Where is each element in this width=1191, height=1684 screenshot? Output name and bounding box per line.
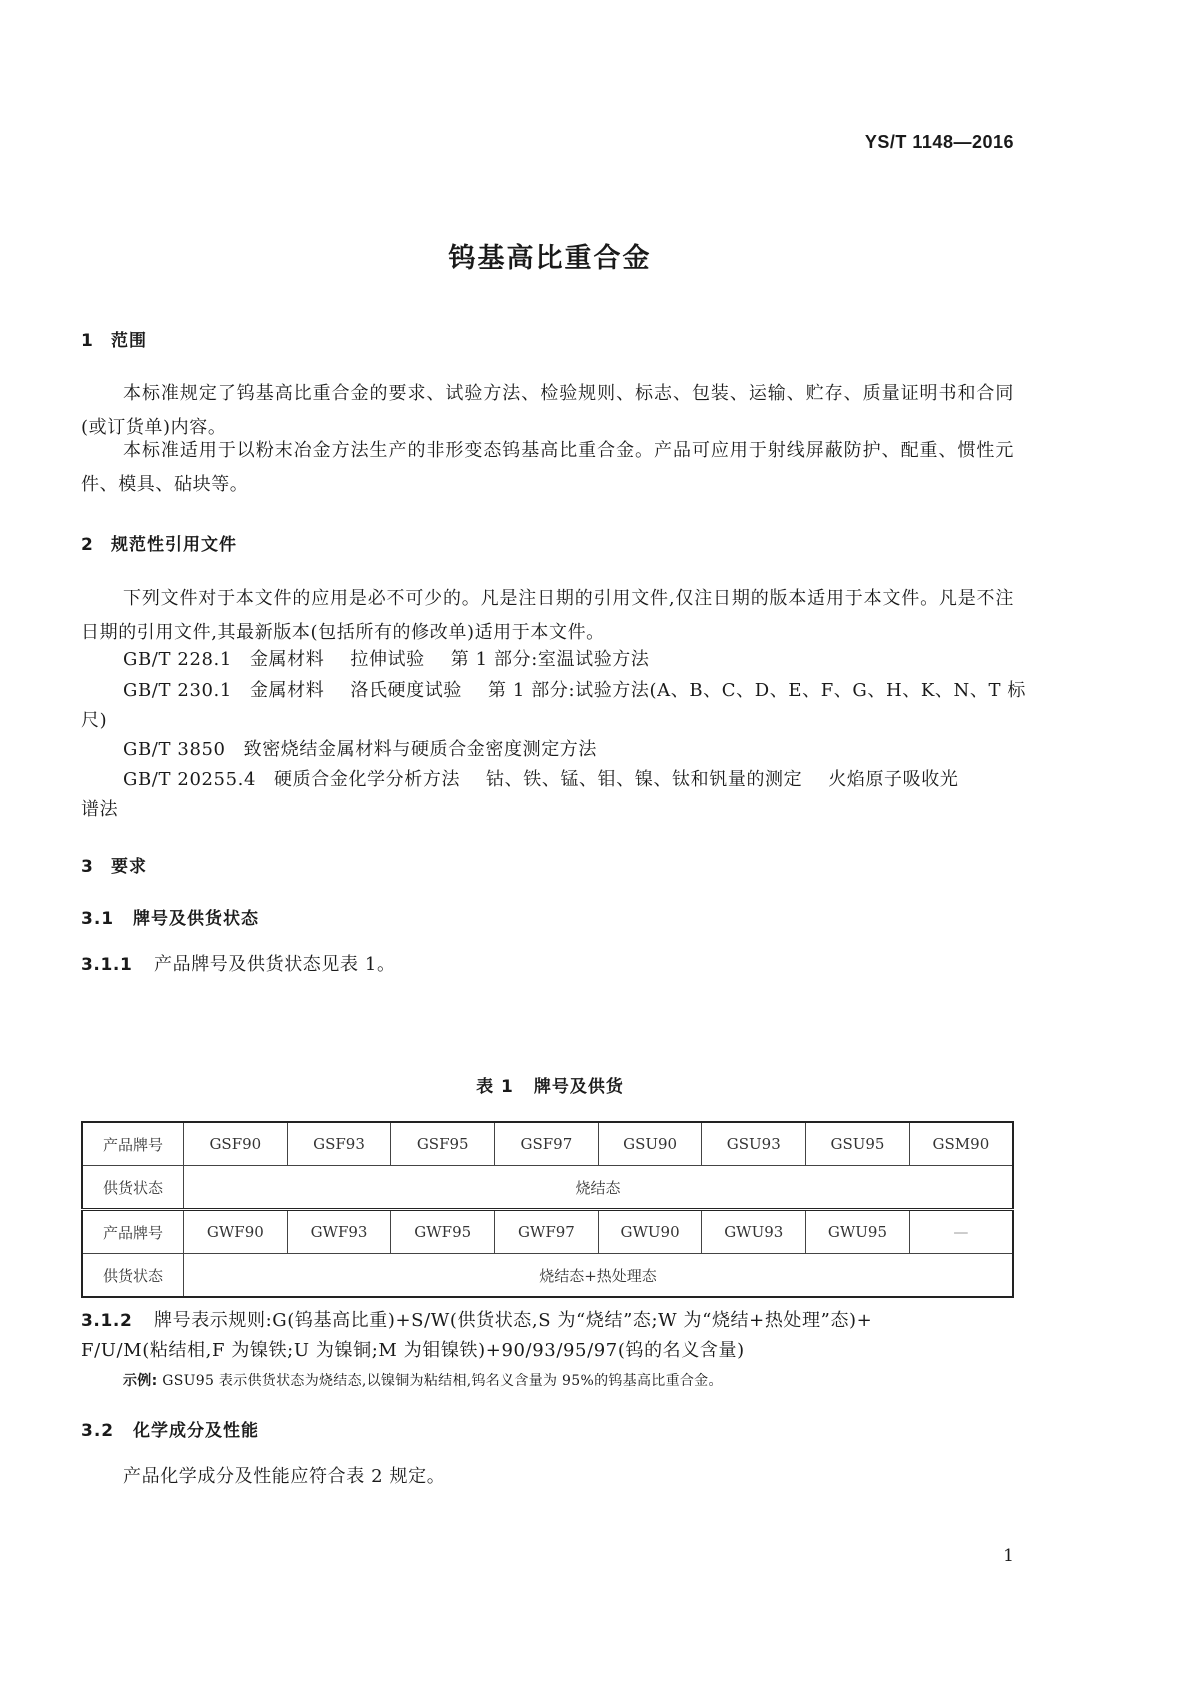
grade-cell: GSM90 [909, 1122, 1013, 1166]
section-2-paragraph-1: 下列文件对于本文件的应用是必不可少的。凡是注日期的引用文件,仅注日期的版本适用于本文件。凡是不注日期的引用文件,其最新版本(包括所有的修改单)适用于本文件。 [81, 588, 1014, 643]
grade-cell-empty: — [909, 1210, 1013, 1254]
section-title: 范围 [111, 331, 147, 351]
supply-state-cell: 烧结态 [184, 1166, 1014, 1210]
grade-table [81, 1121, 1014, 1298]
table-row [82, 1166, 1013, 1210]
reference-name: 金属材料 [249, 649, 325, 670]
section-number: 2 [81, 535, 94, 555]
supply-state-cell: 烧结态+热处理态 [184, 1254, 1014, 1298]
section-number: 3 [81, 857, 94, 877]
grade-cell: GWU95 [806, 1210, 910, 1254]
section-title: 规范性引用文件 [111, 535, 237, 555]
reference-continuation: 谱法 [81, 799, 119, 820]
reference-code: GB/T 230.1 [123, 680, 232, 701]
clause-number: 3.1.1 [81, 955, 133, 975]
example-note [123, 1370, 723, 1390]
reference-item [123, 735, 597, 761]
grade-cell: GWU90 [598, 1210, 702, 1254]
reference-part: 钴、铁、锰、钼、镍、钛和钒量的测定 [486, 769, 803, 790]
table-1-caption [0, 1072, 1100, 1097]
example-text: GSU95 表示供货状态为烧结态,以镍铜为粘结相,钨名义含量为 95%的钨基高比重合金。 [162, 1373, 723, 1389]
page-number: 1 [1003, 1546, 1014, 1566]
reference-part: 拉伸试验 [350, 649, 425, 670]
row-label: 产品牌号 [82, 1122, 184, 1166]
table-row [82, 1210, 1013, 1254]
reference-item [123, 645, 650, 671]
grade-cell: GSF90 [184, 1122, 288, 1166]
reference-name: 硬质合金化学分析方法 [274, 769, 461, 790]
grade-cell: GSF95 [391, 1122, 495, 1166]
section-title: 化学成分及性能 [133, 1421, 259, 1441]
section-number: 1 [81, 331, 94, 351]
section-3-2-heading [81, 1416, 259, 1441]
section-number: 3.1 [81, 909, 115, 929]
reference-rest: 火焰原子吸收光 [828, 769, 959, 790]
reference-item [123, 676, 1026, 702]
document-title: 钨基高比重合金 [448, 243, 652, 274]
clause-text: 产品牌号及供货状态见表 1。 [154, 954, 396, 975]
grade-cell: GSF93 [287, 1122, 391, 1166]
example-label: 示例: [123, 1373, 158, 1389]
clause-3-1-2-line-2: F/U/M(粘结相,F 为镍铁;U 为镍铜;M 为钼镍铁)+90/93/95/97(钨的名义含量) [81, 1340, 745, 1361]
reference-name: 致密烧结金属材料与硬质合金密度测定方法 [243, 739, 598, 760]
section-3-2-text: 产品化学成分及性能应符合表 2 规定。 [123, 1466, 446, 1487]
grade-cell: GSU93 [702, 1122, 806, 1166]
grade-cell: GSF97 [495, 1122, 599, 1166]
table-number: 表 1 [476, 1077, 514, 1097]
section-title: 牌号及供货状态 [133, 909, 259, 929]
reference-part: 洛氏硬度试验 [350, 680, 462, 701]
reference-rest: 第 1 部分:试验方法(A、B、C、D、E、F、G、H、K、N、T 标 [487, 680, 1026, 701]
grade-cell: GWF93 [287, 1210, 391, 1254]
grade-cell: GWU93 [702, 1210, 806, 1254]
clause-text: 牌号表示规则:G(钨基高比重)+S/W(供货状态,S 为“烧结”态;W 为“烧结+热处理”态)+ [154, 1310, 873, 1331]
table-row [82, 1122, 1013, 1166]
clause-number: 3.1.2 [81, 1311, 133, 1331]
clause-3-1-1 [81, 950, 396, 976]
grade-cell: GSU90 [598, 1122, 702, 1166]
section-2-heading [81, 530, 237, 555]
reference-name: 金属材料 [249, 680, 325, 701]
row-label: 供货状态 [82, 1254, 184, 1298]
row-label: 产品牌号 [82, 1210, 184, 1254]
table-row [82, 1254, 1013, 1298]
reference-code: GB/T 20255.4 [123, 769, 257, 790]
section-3-heading [81, 852, 147, 877]
section-title: 要求 [111, 857, 147, 877]
section-1-paragraph-1: 本标准规定了钨基高比重合金的要求、试验方法、检验规则、标志、包装、运输、贮存、质量证明书和合同(或订货单)内容。 [81, 383, 1014, 438]
grade-cell: GSU95 [806, 1122, 910, 1166]
reference-code: GB/T 228.1 [123, 649, 232, 670]
section-number: 3.2 [81, 1421, 115, 1441]
section-1-heading [81, 326, 147, 351]
section-3-1-heading [81, 904, 259, 929]
reference-rest: 第 1 部分:室温试验方法 [450, 649, 650, 670]
standard-code: YS/T 1148—2016 [864, 132, 1014, 152]
grade-cell: GWF97 [495, 1210, 599, 1254]
table-title: 牌号及供货 [533, 1077, 624, 1097]
section-1-paragraph-2: 本标准适用于以粉末冶金方法生产的非形变态钨基高比重合金。产品可应用于射线屏蔽防护、配重、惯性元件、模具、砧块等。 [81, 440, 1014, 495]
reference-item [123, 765, 958, 791]
clause-3-1-2-line-1 [81, 1306, 872, 1332]
reference-code: GB/T 3850 [123, 739, 226, 760]
reference-continuation: 尺) [81, 710, 108, 731]
row-label: 供货状态 [82, 1166, 184, 1210]
grade-cell: GWF90 [184, 1210, 288, 1254]
grade-cell: GWF95 [391, 1210, 495, 1254]
